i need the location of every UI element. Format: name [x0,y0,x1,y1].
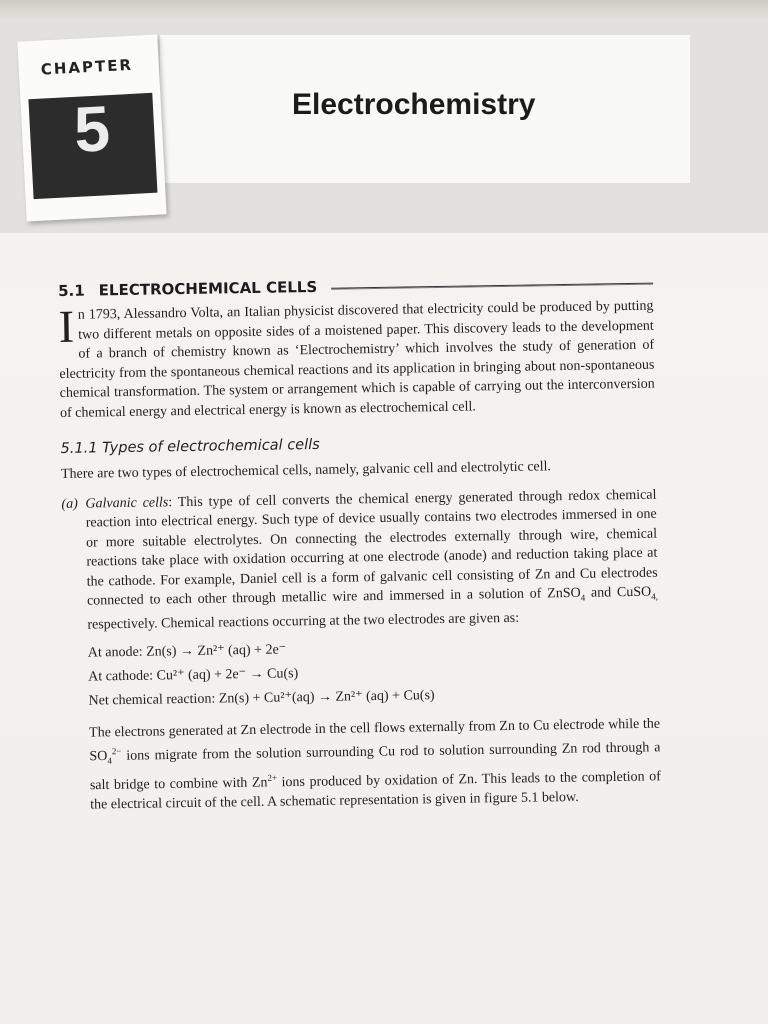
anode-equation: At anode: Zn(s) → Zn²⁺ (aq) + 2e⁻ [87,642,287,661]
drop-cap: I [58,300,75,352]
section-title: ELECTROCHEMICAL CELLS [98,277,318,300]
item-term: Galvanic cells [85,494,169,512]
subsection-intro: There are two types of electrochemical cells, namely, galvanic cell and electrolytic cell. [60,459,552,482]
ion-subscript: 4 [107,755,113,767]
subscript: 4, [651,591,659,602]
section-heading [58,273,653,300]
net-equation: Net chemical reaction: Zn(s) + Cu²⁺(aq) → Zn²⁺ (aq) + Cu(s) [88,687,435,709]
section-rule [331,283,653,290]
subscript: 4 [580,592,586,603]
section-number: 5.1 [58,281,85,300]
cathode-equation: At cathode: Cu²⁺ (aq) + 2e⁻ → Cu(s) [88,666,299,685]
closing-text-1: The electrons generated at Zn electrode in the cell flows externally from Zn to Cu electrode while the SO [88,716,661,765]
item-text-1: : This type of cell converts the chemical energy generated through redox chemical reaction into electrical energy. Such type of device usually contains two electrodes immersed in one or more suitable electrolytes. On connecting the electrodes externally through wire, chemical reactions take place with oxidation occurring at one electrode (anode) and reduction taking place at the cathode. For example, Daniel cell is a form of galvanic cell consisting of Zn and Cu electrodes connected to each other through metallic wire and immersed in a solution of ZnSO [85,487,658,609]
ion-superscript: 2− [111,746,122,757]
closing-text-2: ions migrate from the solution surrounding Cu rod to solution surrounding Zn rod through a salt bridge to combine with Zn [89,740,661,794]
item-text-2: and CuSO [585,584,652,601]
chapter-label: CHAPTER [40,55,134,79]
chapter-number-block [28,93,157,199]
page-content [58,273,661,816]
chapter-number: 5 [72,92,112,166]
subsection-title: Types of electrochemical cells [102,436,320,457]
closing-text-3: ions produced by oxidation of Zn. This leads to the completion of the electrical circuit of the cell. A schematic representation is given in figure 5.1 below. [90,769,661,813]
equations-block [88,632,660,713]
chapter-title: Electrochemistry [292,88,536,121]
zn-superscript: 2+ [267,772,278,784]
intro-paragraph [58,297,655,423]
intro-text: n 1793, Alessandro Volta, an Italian physicist discovered that electricity could be produced by putting two different metals on opposite sides of a moistened paper. This discovery leads to the development of a branch of chemistry known as ‘Electrochemistry’ which involves the study of generation of electricity from the spontaneous chemical reactions and its application in bringing about non-spontaneous chemical transformation. The system or arrangement which is capable of carrying out the interconversion of chemical energy and electrical energy is known as electrochemical cell. [59,298,655,421]
chapter-badge [17,34,166,221]
item-label: (a) [61,496,78,512]
subsection-number: 5.1.1 [60,440,98,457]
closing-paragraph [89,714,661,815]
item-body [85,485,661,815]
subsection-heading [60,432,655,457]
galvanic-cells-item [61,485,661,816]
item-text-3: respectively. Chemical reactions occurring at the two electrodes are given as: [87,611,520,633]
